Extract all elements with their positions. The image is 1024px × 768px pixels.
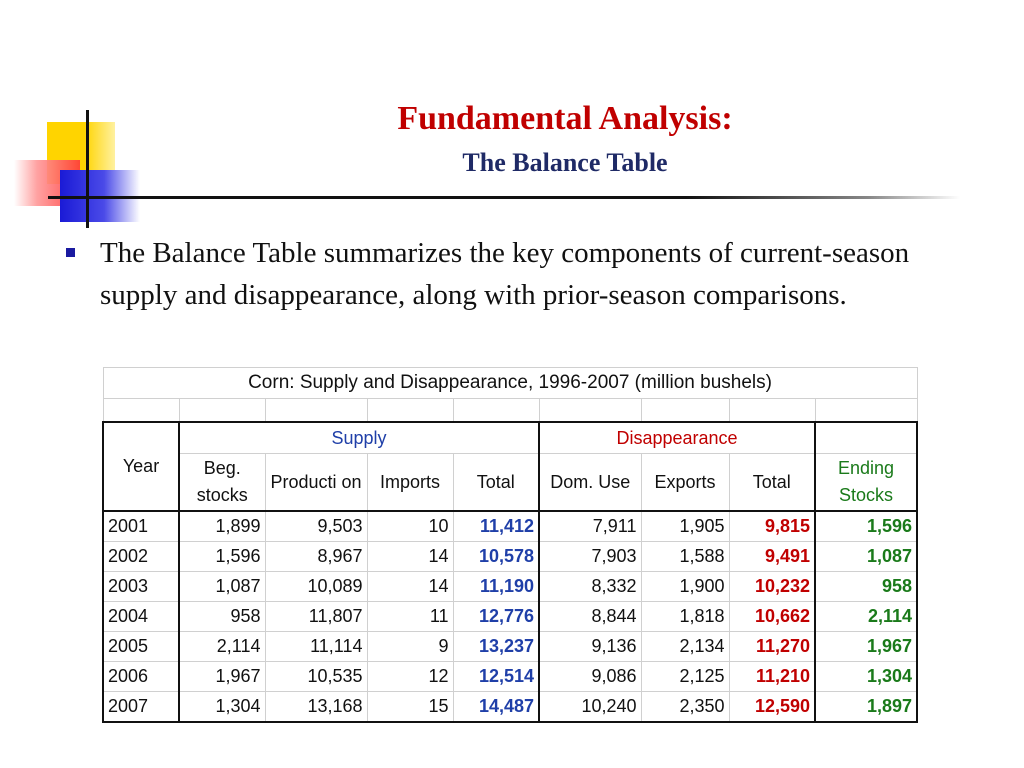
bullet-text: The Balance Table summarizes the key components of current-season supply and disappearance, along with prior-season comparisons. bbox=[100, 237, 910, 311]
cell-exports: 2,134 bbox=[641, 632, 729, 662]
cell-disappearance-total: 9,815 bbox=[729, 511, 815, 542]
col-dom-use: Dom. Use bbox=[539, 454, 641, 512]
vertical-rule-decoration bbox=[86, 110, 89, 228]
cell-disappearance-total: 10,232 bbox=[729, 572, 815, 602]
ending-header-spacer bbox=[815, 422, 917, 454]
cell-year: 2001 bbox=[103, 511, 179, 542]
year-header: Year bbox=[103, 422, 179, 511]
cell-dom-use: 7,903 bbox=[539, 542, 641, 572]
cell-imports: 14 bbox=[367, 572, 453, 602]
cell-disappearance-total: 11,210 bbox=[729, 662, 815, 692]
table-body bbox=[103, 511, 917, 722]
cell-dom-use: 9,136 bbox=[539, 632, 641, 662]
cell-exports: 2,125 bbox=[641, 662, 729, 692]
cell-imports: 11 bbox=[367, 602, 453, 632]
col-exports: Exports bbox=[641, 454, 729, 512]
cell-exports: 1,905 bbox=[641, 511, 729, 542]
cell-imports: 9 bbox=[367, 632, 453, 662]
col-production: Producti on bbox=[265, 454, 367, 512]
table-row bbox=[103, 542, 917, 572]
cell-production: 10,089 bbox=[265, 572, 367, 602]
cell-year: 2002 bbox=[103, 542, 179, 572]
cell-dom-use: 8,844 bbox=[539, 602, 641, 632]
cell-beg-stocks: 1,304 bbox=[179, 692, 265, 723]
cell-supply-total: 12,776 bbox=[453, 602, 539, 632]
cell-supply-total: 11,190 bbox=[453, 572, 539, 602]
table-row bbox=[103, 662, 917, 692]
cell-ending-stocks: 1,087 bbox=[815, 542, 917, 572]
cell-supply-total: 11,412 bbox=[453, 511, 539, 542]
cell-exports: 1,818 bbox=[641, 602, 729, 632]
cell-imports: 14 bbox=[367, 542, 453, 572]
cell-disappearance-total: 11,270 bbox=[729, 632, 815, 662]
bullet-square-icon bbox=[66, 248, 75, 257]
cell-beg-stocks: 1,899 bbox=[179, 511, 265, 542]
cell-dom-use: 7,911 bbox=[539, 511, 641, 542]
cell-year: 2007 bbox=[103, 692, 179, 723]
cell-production: 10,535 bbox=[265, 662, 367, 692]
table-row bbox=[103, 632, 917, 662]
cell-ending-stocks: 1,967 bbox=[815, 632, 917, 662]
cell-ending-stocks: 1,897 bbox=[815, 692, 917, 723]
col-ending-stocks: Ending Stocks bbox=[815, 454, 917, 512]
cell-dom-use: 9,086 bbox=[539, 662, 641, 692]
cell-production: 9,503 bbox=[265, 511, 367, 542]
cell-supply-total: 10,578 bbox=[453, 542, 539, 572]
cell-ending-stocks: 1,596 bbox=[815, 511, 917, 542]
cell-ending-stocks: 1,304 bbox=[815, 662, 917, 692]
cell-production: 13,168 bbox=[265, 692, 367, 723]
table-row bbox=[103, 511, 917, 542]
cell-year: 2006 bbox=[103, 662, 179, 692]
cell-year: 2003 bbox=[103, 572, 179, 602]
table-row bbox=[103, 572, 917, 602]
cell-disappearance-total: 12,590 bbox=[729, 692, 815, 723]
supply-header: Supply bbox=[179, 422, 539, 454]
cell-dom-use: 8,332 bbox=[539, 572, 641, 602]
cell-supply-total: 13,237 bbox=[453, 632, 539, 662]
cell-production: 8,967 bbox=[265, 542, 367, 572]
spacer-row bbox=[103, 399, 917, 423]
cell-dom-use: 10,240 bbox=[539, 692, 641, 723]
cell-production: 11,807 bbox=[265, 602, 367, 632]
cell-ending-stocks: 958 bbox=[815, 572, 917, 602]
cell-year: 2004 bbox=[103, 602, 179, 632]
cell-imports: 10 bbox=[367, 511, 453, 542]
title-divider-line bbox=[48, 196, 960, 199]
table-row bbox=[103, 692, 917, 723]
slide-title: Fundamental Analysis: bbox=[397, 100, 733, 137]
cell-beg-stocks: 1,967 bbox=[179, 662, 265, 692]
cell-exports: 1,900 bbox=[641, 572, 729, 602]
cell-ending-stocks: 2,114 bbox=[815, 602, 917, 632]
cell-disappearance-total: 10,662 bbox=[729, 602, 815, 632]
col-beg-stocks: Beg. stocks bbox=[179, 454, 265, 512]
disappearance-header: Disappearance bbox=[539, 422, 815, 454]
col-disappearance-total: Total bbox=[729, 454, 815, 512]
cell-disappearance-total: 9,491 bbox=[729, 542, 815, 572]
cell-beg-stocks: 1,596 bbox=[179, 542, 265, 572]
cell-year: 2005 bbox=[103, 632, 179, 662]
decorative-corner-graphic bbox=[0, 100, 150, 230]
cell-supply-total: 14,487 bbox=[453, 692, 539, 723]
table-caption: Corn: Supply and Disappearance, 1996-2007 (million bushels) bbox=[103, 368, 917, 399]
cell-exports: 1,588 bbox=[641, 542, 729, 572]
cell-supply-total: 12,514 bbox=[453, 662, 539, 692]
balance-table bbox=[102, 367, 918, 723]
col-supply-total: Total bbox=[453, 454, 539, 512]
cell-production: 11,114 bbox=[265, 632, 367, 662]
cell-exports: 2,350 bbox=[641, 692, 729, 723]
cell-beg-stocks: 2,114 bbox=[179, 632, 265, 662]
cell-imports: 15 bbox=[367, 692, 453, 723]
cell-imports: 12 bbox=[367, 662, 453, 692]
cell-beg-stocks: 1,087 bbox=[179, 572, 265, 602]
balance-table-container bbox=[102, 367, 916, 723]
table-row bbox=[103, 602, 917, 632]
slide-subtitle: The Balance Table bbox=[462, 148, 668, 177]
cell-beg-stocks: 958 bbox=[179, 602, 265, 632]
col-imports: Imports bbox=[367, 454, 453, 512]
